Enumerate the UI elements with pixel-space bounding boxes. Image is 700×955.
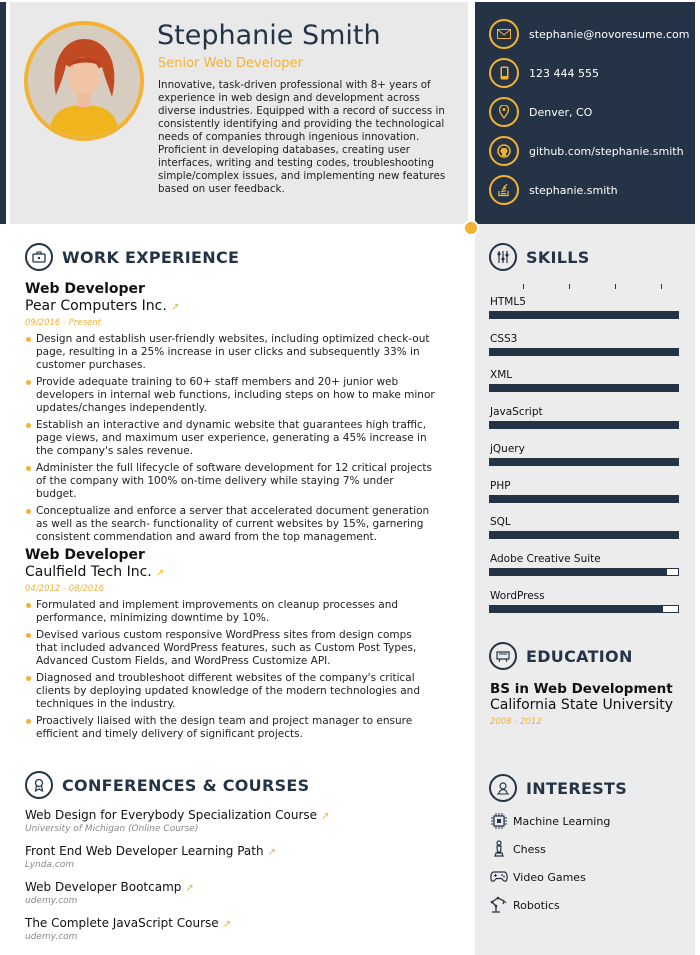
job-2-company[interactable] [25, 564, 164, 580]
external-link-icon[interactable]: ↗ [321, 811, 330, 822]
skill-bar-fill [490, 349, 678, 355]
location-text: Denver, CO [529, 105, 593, 119]
scale-tick [569, 284, 570, 289]
education-heading: EDUCATION [526, 647, 633, 666]
education-school: California State University [490, 697, 674, 713]
contact-stackoverflow[interactable] [489, 174, 618, 206]
skill-label: JavaScript [490, 406, 543, 419]
skill-bar-fill [490, 496, 678, 502]
job-1-company[interactable] [25, 298, 179, 314]
skill-bar [489, 568, 679, 576]
interest-label: Video Games [513, 870, 586, 884]
scale-tick [661, 284, 662, 289]
graduation-icon [489, 642, 517, 670]
skill-bar [489, 531, 679, 539]
list-item: Formulated and implement improvements on cleanup processes and performance, minimizing downtime by 10%. [25, 599, 435, 625]
skill-bar [489, 384, 679, 392]
course-title: Web Design for Everybody Specialization Course [25, 808, 318, 822]
interests-icon [489, 774, 517, 802]
skill-bar-fill [490, 385, 678, 391]
skill-bar [489, 605, 679, 613]
skill-label: HTML5 [490, 296, 526, 308]
job-2-role: Web Developer [25, 547, 145, 563]
skill-label: SQL [490, 516, 511, 529]
phone-text: 123 444 555 [529, 66, 599, 80]
education-degree: BS in Web Development [490, 681, 673, 697]
scale-tick [615, 284, 616, 289]
list-item: Proactively liaised with the design team and project manager to ensure efficient and timely delivery of significant projects. [25, 715, 435, 741]
job-1-bullets [25, 333, 435, 548]
course-4-org: udemy.com [25, 932, 78, 942]
list-item: Provide adequate training to 60+ staff members and 20+ junior web developers in internal web functions, including steps on how to make minor updates/changes independently. [25, 376, 435, 415]
profile-summary: Innovative, task-driven professional with 8+ years of experience in web design and development across diverse industries. Equipped with a record of success in consistently identifying and providing the technological needs of companies through ingenious innovation. Proficient in developing databases, creating user interfaces, writing and testing codes, troubleshooting simple/complex issues, and implementing new features based on user feedback. [158, 79, 446, 195]
decorative-dot [463, 220, 479, 236]
gamepad-icon [489, 867, 509, 887]
work-experience-heading: WORK EXPERIENCE [62, 248, 240, 267]
interests-heading: INTERESTS [526, 779, 628, 798]
github-text: github.com/stephanie.smith [529, 144, 684, 158]
list-item: Conceptualize and enforce a server that accelerated document generation as well as the search- functionality of current websites by 15%, garnering consistent commendation and award from the top management. [25, 505, 435, 544]
skill-bar-fill [490, 312, 678, 318]
candidate-name: Stephanie Smith [157, 20, 381, 51]
skill-label: PHP [490, 479, 511, 492]
chip-icon [489, 811, 509, 831]
skill-bar-fill [490, 459, 678, 465]
interest-item [489, 895, 560, 915]
robot-icon [489, 895, 509, 915]
course-3-org: udemy.com [25, 896, 78, 906]
scale-tick [523, 284, 524, 289]
contact-location [489, 96, 592, 128]
list-item: Administer the full lifecycle of software development for 12 critical projects of the company with 100% on-time delivery while staying 7% under budget. [25, 462, 435, 501]
header-accent-bar [0, 2, 6, 224]
company-name: Pear Computers Inc. [25, 298, 167, 314]
location-pin-icon [489, 97, 519, 127]
course-title: The Complete JavaScript Course [25, 916, 219, 930]
phone-icon [489, 58, 519, 88]
envelope-icon [489, 19, 519, 49]
stackoverflow-icon [489, 175, 519, 205]
course-2-org: Lynda.com [25, 860, 75, 870]
list-item: Establish an interactive and dynamic website that guarantees high traffic, page views, and maximum user experience, generating a 45% increase in the company's sales revenue. [25, 419, 435, 458]
contact-email[interactable] [489, 18, 689, 50]
skill-label: Adobe Creative Suite [490, 552, 601, 565]
course-title: Web Developer Bootcamp [25, 880, 182, 894]
skill-bar-fill [490, 422, 678, 428]
job-2-dates: 04/2012 - 08/2016 [25, 584, 105, 594]
contact-phone[interactable] [489, 57, 599, 89]
course-2[interactable] [25, 844, 276, 858]
external-link-icon[interactable]: ↗ [222, 919, 232, 930]
skill-bar [489, 421, 679, 429]
list-item: Devised various custom responsive WordPress sites from design comps that included advanced WordPress features, such as Custom Post Types, Advanced Custom Fields, and WordPress Customize API. [25, 629, 435, 668]
contact-github[interactable] [489, 135, 684, 167]
course-1[interactable] [25, 808, 329, 822]
list-item: Design and establish user-friendly websites, including optimized check-out page, resulting in a 25% increase in user clicks and subsequently 33% in customer purchases. [25, 333, 435, 372]
job-1-dates: 09/2016 - Present [25, 318, 102, 328]
skill-label: jQuery [490, 442, 525, 455]
course-4[interactable] [25, 916, 231, 930]
chess-icon [489, 839, 509, 859]
course-title: Front End Web Developer Learning Path [25, 844, 264, 858]
skill-bar [489, 311, 679, 319]
certificate-icon [25, 771, 53, 799]
course-3[interactable] [25, 880, 194, 894]
course-1-org: University of Michigan (Online Course) [25, 824, 199, 834]
skill-bar-fill [490, 569, 667, 575]
interest-item [489, 839, 546, 859]
github-icon [489, 136, 519, 166]
job-1-role: Web Developer [25, 281, 145, 297]
skill-bar [489, 495, 679, 503]
stackoverflow-text: stephanie.smith [529, 183, 618, 197]
external-link-icon[interactable]: ↗ [267, 847, 276, 858]
candidate-title: Senior Web Developer [158, 56, 303, 71]
external-link-icon[interactable]: ↗ [170, 302, 180, 313]
interest-label: Robotics [513, 898, 560, 912]
skill-label: WordPress [490, 589, 545, 602]
company-name: Caulfield Tech Inc. [25, 564, 152, 580]
briefcase-icon [25, 243, 53, 271]
interest-label: Machine Learning [513, 814, 611, 828]
skill-bar [489, 458, 679, 466]
skill-label: XML [490, 369, 513, 382]
skill-bar-fill [490, 606, 663, 612]
interest-label: Chess [513, 842, 546, 856]
list-item: Diagnosed and troubleshoot different websites of the company's critical clients by deploying updated knowledge of the modern technologies and techniques in the industry. [25, 672, 435, 711]
skills-icon [489, 243, 517, 271]
job-2-bullets [25, 599, 435, 745]
profile-photo [24, 21, 144, 141]
skill-bar-fill [490, 532, 678, 538]
skill-label: CSS3 [490, 332, 518, 345]
conferences-heading: CONFERENCES & COURSES [62, 776, 310, 795]
email-text: stephanie@novoresume.com [529, 27, 690, 41]
skill-bar [489, 348, 679, 356]
external-link-icon[interactable]: ↗ [185, 883, 194, 894]
skills-heading: SKILLS [526, 248, 590, 267]
education-dates: 2008 - 2012 [490, 717, 542, 727]
interest-item [489, 867, 586, 887]
external-link-icon[interactable]: ↗ [155, 568, 165, 579]
interest-item [489, 811, 610, 831]
